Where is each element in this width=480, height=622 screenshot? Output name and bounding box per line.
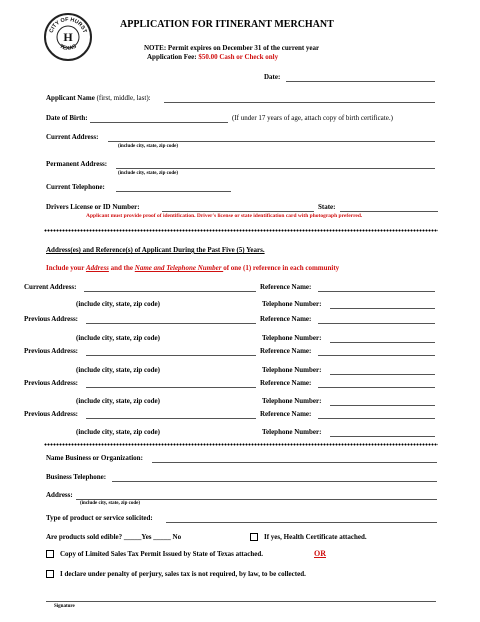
history-reference-label: Reference Name: (260, 347, 312, 355)
dob-field[interactable] (90, 122, 228, 123)
divider-1 (44, 229, 438, 232)
history-reference-field[interactable] (318, 355, 435, 356)
seal-top-text: CITY OF HURST (48, 16, 88, 34)
form-title: APPLICATION FOR ITINERANT MERCHANT (120, 19, 334, 30)
id-warning: Applicant must provide proof of identification. Driver's license or state identification card with photograph preferred. (86, 213, 363, 219)
dob-label: Date of Birth: (46, 114, 88, 122)
history-address-label: Previous Address: (24, 379, 78, 387)
business-address-label: Address: (46, 491, 73, 499)
permanent-address-field[interactable] (116, 168, 435, 169)
history-reference-field[interactable] (318, 291, 435, 292)
business-phone-field[interactable] (112, 481, 437, 482)
history-telephone-field[interactable] (330, 436, 435, 437)
edible-question: Are products sold edible? _____Yes _____ No (46, 533, 182, 541)
history-address-field[interactable] (86, 355, 256, 356)
permanent-address-label: Permanent Address: (46, 160, 108, 168)
current-telephone-label: Current Telephone: (46, 183, 105, 191)
permit-note: NOTE: Permit expires on December 31 of the current year (144, 44, 320, 52)
seal-monogram: H (63, 30, 73, 44)
history-telephone-label: Telephone Number: (262, 366, 322, 374)
seal-graphic (46, 15, 90, 59)
divider-2 (44, 443, 438, 446)
state-label: State: (318, 203, 336, 211)
current-address-hint: (include city, state, zip code) (118, 144, 178, 149)
applicant-name-field[interactable] (164, 102, 435, 103)
history-telephone-label: Telephone Number: (262, 300, 322, 308)
business-address-hint: (include city, state, zip code) (80, 501, 140, 506)
include-instruction: Include your Address and the Name and Telephone Number of one (1) reference in each community (46, 264, 340, 272)
history-reference-label: Reference Name: (260, 410, 312, 418)
history-reference-field[interactable] (318, 418, 435, 419)
dl-label: Drivers License or ID Number: (46, 203, 140, 211)
product-type-label: Type of product or service solicited: (46, 514, 153, 522)
health-cert-label: If yes, Health Certificate attached. (264, 533, 367, 541)
declare-checkbox[interactable] (46, 570, 54, 578)
date-label: Date: (264, 73, 281, 81)
history-heading: Address(es) and Reference(s) of Applicant During the Past Five (5) Years. (46, 246, 265, 254)
city-seal (44, 13, 92, 61)
business-name-label: Name Business or Organization: (46, 454, 143, 462)
business-phone-label: Business Telephone: (46, 473, 107, 481)
product-type-field[interactable] (166, 522, 437, 523)
date-field[interactable] (286, 81, 435, 82)
history-address-label: Previous Address: (24, 315, 78, 323)
dob-hint: (If under 17 years of age, attach copy of birth certificate.) (232, 114, 393, 122)
fee-value: $50.00 Cash or Check only (198, 53, 279, 61)
history-address-label: Previous Address: (24, 410, 78, 418)
history-telephone-label: Telephone Number: (262, 397, 322, 405)
history-telephone-field[interactable] (330, 342, 435, 343)
history-address-hint: (include city, state, zip code) (76, 300, 160, 308)
history-telephone-field[interactable] (330, 374, 435, 375)
signature-field[interactable] (46, 601, 436, 602)
history-address-hint: (include city, state, zip code) (76, 397, 160, 405)
tax-permit-label: Copy of Limited Sales Tax Permit Issued by State of Texas attached. (60, 550, 264, 558)
health-cert-checkbox[interactable] (250, 533, 258, 541)
history-telephone-label: Telephone Number: (262, 428, 322, 436)
fee-line: Application Fee: $50.00 Cash or Check only (147, 53, 279, 61)
history-reference-field[interactable] (318, 387, 435, 388)
history-address-label: Previous Address: (24, 347, 78, 355)
history-reference-label: Reference Name: (260, 379, 312, 387)
applicant-name-label: Applicant Name (first, middle, last): (46, 94, 151, 102)
history-telephone-field[interactable] (330, 405, 435, 406)
declare-label: I declare under penalty of perjury, sales tax is not required, by law, to be collected. (60, 570, 306, 578)
history-address-field[interactable] (84, 291, 256, 292)
history-reference-label: Reference Name: (260, 283, 312, 291)
seal-bottom-text: TEXAS (58, 43, 78, 52)
history-reference-field[interactable] (318, 323, 435, 324)
or-text: OR (314, 549, 326, 558)
state-field[interactable] (340, 211, 438, 212)
history-reference-label: Reference Name: (260, 315, 312, 323)
current-telephone-field[interactable] (116, 191, 231, 192)
history-address-hint: (include city, state, zip code) (76, 428, 160, 436)
history-address-hint: (include city, state, zip code) (76, 366, 160, 374)
history-address-label: Current Address: (24, 283, 77, 291)
dl-field[interactable] (162, 211, 314, 212)
permanent-address-hint: (include city, state, zip code) (118, 171, 178, 176)
history-telephone-label: Telephone Number: (262, 334, 322, 342)
business-name-field[interactable] (152, 462, 437, 463)
signature-label: Signature (54, 604, 75, 609)
tax-permit-checkbox[interactable] (46, 550, 54, 558)
history-address-hint: (include city, state, zip code) (76, 334, 160, 342)
svg-text:TEXAS (58, 43, 78, 51)
business-address-field[interactable] (76, 499, 437, 500)
current-address-field[interactable] (108, 141, 435, 142)
history-telephone-field[interactable] (330, 308, 435, 309)
history-address-field[interactable] (86, 387, 256, 388)
history-address-field[interactable] (86, 418, 256, 419)
current-address-label: Current Address: (46, 133, 99, 141)
history-address-field[interactable] (86, 323, 256, 324)
